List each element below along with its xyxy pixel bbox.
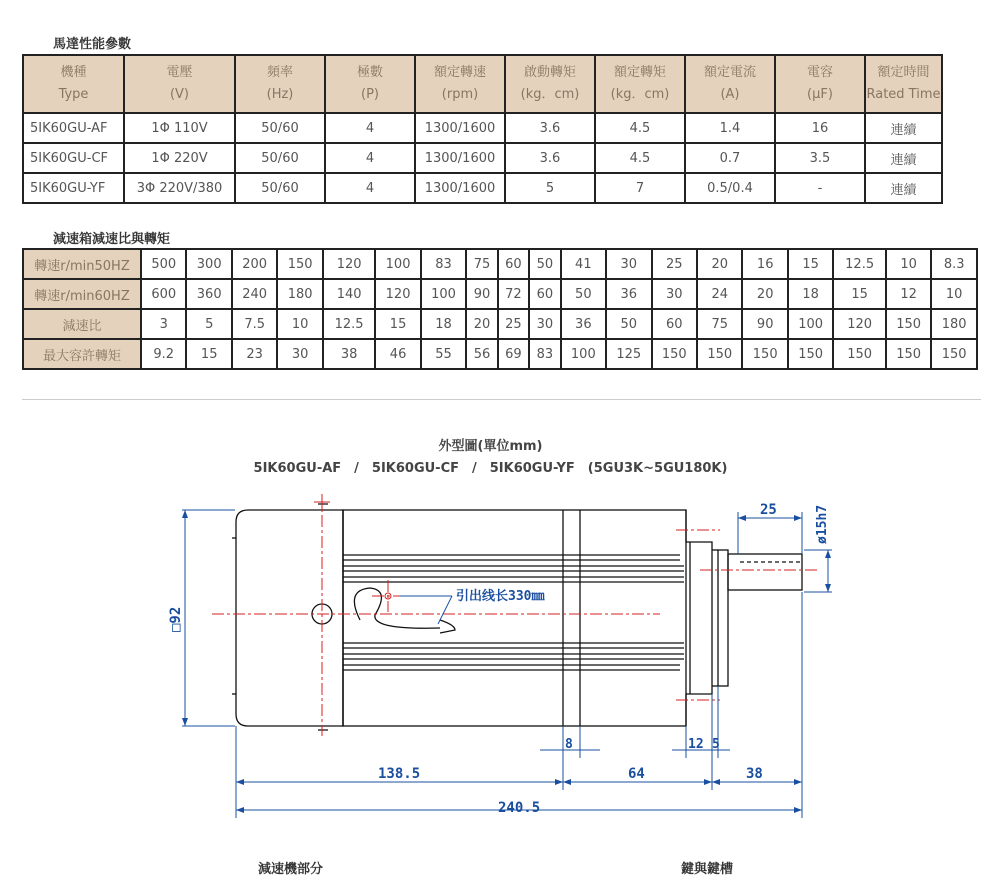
dimension-drawing: [0, 480, 981, 840]
header-unit: (Hz): [266, 87, 294, 102]
table-cell: 12.5: [323, 309, 375, 339]
table-cell: 300: [186, 249, 231, 279]
header-rated-time: [865, 55, 942, 113]
table-cell: 36: [561, 309, 606, 339]
table-cell: 90: [742, 309, 787, 339]
table-cell: 120: [323, 249, 375, 279]
table-cell: 30: [277, 339, 322, 369]
top-hole-mark: [314, 494, 330, 510]
table-cell: 69: [498, 339, 529, 369]
motor-outline: [232, 504, 802, 730]
table-cell: 3: [141, 309, 186, 339]
table-cell: 180: [277, 279, 322, 309]
table-cell: 4.5: [595, 143, 685, 173]
table-cell: 1300/1600: [415, 143, 505, 173]
gear-section-title: 減速箱減速比與轉矩: [53, 232, 171, 247]
key-length-label: 25: [760, 502, 777, 518]
header-label: 啟動轉矩: [523, 65, 576, 80]
table-cell: 100: [421, 279, 466, 309]
table-row: [23, 309, 977, 339]
table-cell: 100: [788, 309, 833, 339]
table-cell: 150: [652, 339, 697, 369]
table-cell: 180: [931, 309, 977, 339]
table-cell: 75: [697, 309, 742, 339]
row-header: 轉速r/min60HZ: [23, 279, 141, 309]
table-cell: 5: [505, 173, 595, 203]
table-cell: 56: [466, 339, 497, 369]
drawing-title: 外型圖(單位mm): [438, 439, 543, 454]
table-cell: 3.6: [505, 143, 595, 173]
table-cell: 50/60: [235, 113, 325, 143]
header-label: 極數: [356, 65, 383, 80]
table-cell: 20: [697, 249, 742, 279]
motor-section-title: 馬達性能參數: [53, 37, 132, 52]
header-label: 額定轉矩: [613, 65, 666, 80]
header-unit: (kg．cm): [520, 87, 580, 102]
motor-spec-header-row: [23, 55, 942, 113]
table-cell: 15: [375, 309, 420, 339]
header-rated-torque: [595, 55, 685, 113]
key-keyway-label: 鍵與鍵槽: [681, 862, 734, 877]
table-cell: 0.7: [685, 143, 775, 173]
table-cell: 50: [606, 309, 651, 339]
gearbox-part-label: 減速機部分: [258, 862, 324, 877]
table-cell: 46: [375, 339, 420, 369]
lead-length-label: 引出线长330㎜: [456, 589, 545, 604]
header-unit: (P): [361, 87, 379, 102]
shaft-diameter-label: ø15h7: [815, 504, 830, 544]
header-rated-speed: [415, 55, 505, 113]
table-cell: 30: [652, 279, 697, 309]
row-header: 減速比: [23, 309, 141, 339]
table-row: [23, 113, 942, 143]
table-cell: 1Φ 110V: [124, 113, 235, 143]
dim-64-label: 64: [628, 766, 645, 782]
table-cell: 600: [141, 279, 186, 309]
table-cell: 30: [529, 309, 560, 339]
table-cell: 15: [788, 249, 833, 279]
gear-ratio-table: [22, 248, 978, 370]
table-cell: 83: [529, 339, 560, 369]
height-label: □92: [168, 606, 184, 632]
table-cell: 120: [375, 279, 420, 309]
header-type: [23, 55, 124, 113]
row-header: 轉速r/min50HZ: [23, 249, 141, 279]
table-cell: 50/60: [235, 143, 325, 173]
header-label: 電容: [806, 65, 833, 80]
header-label: 額定轉速: [433, 65, 486, 80]
table-cell: 10: [931, 279, 977, 309]
lead-callout: [400, 588, 545, 624]
table-row: [23, 279, 977, 309]
table-cell: 150: [886, 339, 931, 369]
table-cell: 120: [833, 309, 885, 339]
header-unit: (A): [720, 87, 740, 102]
table-cell: 8.3: [931, 249, 977, 279]
center-lines: [212, 494, 820, 736]
table-cell: 20: [466, 309, 497, 339]
header-label: 機種: [60, 65, 87, 80]
header-label: 額定電流: [703, 65, 756, 80]
table-cell: 0.5/0.4: [685, 173, 775, 203]
table-row: [23, 339, 977, 369]
table-cell: 150: [788, 339, 833, 369]
table-cell: 360: [186, 279, 231, 309]
table-cell: 25: [652, 249, 697, 279]
table-cell: 16: [742, 249, 787, 279]
table-cell: 38: [323, 339, 375, 369]
table-cell: 15: [186, 339, 231, 369]
table-cell: 4: [325, 113, 415, 143]
table-cell: 12: [886, 279, 931, 309]
table-cell: 3.5: [775, 143, 865, 173]
header-voltage: [124, 55, 235, 113]
table-cell: 50/60: [235, 173, 325, 203]
table-cell: 23: [232, 339, 277, 369]
header-unit: (kg．cm): [610, 87, 670, 102]
table-cell: 36: [606, 279, 651, 309]
header-unit: Rated Time: [866, 87, 941, 102]
table-cell: 5IK60GU-AF: [23, 113, 124, 143]
table-cell: 25: [498, 309, 529, 339]
table-cell: 150: [742, 339, 787, 369]
table-cell: 150: [833, 339, 885, 369]
header-capacitor: [775, 55, 865, 113]
table-cell: 150: [931, 339, 977, 369]
table-row: [23, 143, 942, 173]
table-cell: 72: [498, 279, 529, 309]
table-row: [23, 173, 942, 203]
table-cell: 150: [277, 249, 322, 279]
table-cell: 9.2: [141, 339, 186, 369]
table-cell: 20: [742, 279, 787, 309]
header-unit: (rpm): [441, 87, 479, 102]
table-cell: 連續: [865, 113, 942, 143]
header-unit: (V): [169, 87, 190, 102]
table-cell: 75: [466, 249, 497, 279]
row-header: 最大容許轉矩: [23, 339, 141, 369]
table-cell: -: [775, 173, 865, 203]
dim-138-label: 138.5: [378, 766, 421, 782]
table-cell: 1Φ 220V: [124, 143, 235, 173]
drawing-subtitle: 5IK60GU-AF / 5IK60GU-CF / 5IK60GU-YF (5GU3K~5GU180K): [253, 461, 728, 476]
dimension-lines: [182, 510, 832, 818]
table-cell: 1300/1600: [415, 173, 505, 203]
table-cell: 18: [421, 309, 466, 339]
table-cell: 24: [697, 279, 742, 309]
table-cell: 10: [277, 309, 322, 339]
table-cell: 60: [498, 249, 529, 279]
table-cell: 140: [323, 279, 375, 309]
table-cell: 60: [652, 309, 697, 339]
dim-5-label: 5: [712, 737, 720, 752]
table-cell: 240: [232, 279, 277, 309]
table-cell: 5: [186, 309, 231, 339]
header-label: 頻率: [266, 65, 293, 80]
table-cell: 150: [886, 309, 931, 339]
header-label: 額定時間: [877, 65, 930, 80]
header-unit: (μF): [807, 87, 833, 102]
header-start-torque: [505, 55, 595, 113]
table-cell: 18: [788, 279, 833, 309]
table-cell: 4.5: [595, 113, 685, 143]
table-cell: 12.5: [833, 249, 885, 279]
table-cell: 500: [141, 249, 186, 279]
table-cell: 7.5: [232, 309, 277, 339]
table-cell: 3.6: [505, 113, 595, 143]
table-cell: 10: [886, 249, 931, 279]
table-cell: 5IK60GU-CF: [23, 143, 124, 173]
table-cell: 41: [561, 249, 606, 279]
table-cell: 50: [529, 249, 560, 279]
header-rated-current: [685, 55, 775, 113]
table-cell: 30: [606, 249, 651, 279]
header-frequency: [235, 55, 325, 113]
table-cell: 3Φ 220V/380: [124, 173, 235, 203]
table-cell: 200: [232, 249, 277, 279]
table-cell: 4: [325, 143, 415, 173]
table-cell: 60: [529, 279, 560, 309]
header-label: 電壓: [166, 65, 193, 80]
motor-spec-table: [22, 54, 943, 204]
dim-12-label: 12: [688, 737, 704, 752]
table-cell: 83: [421, 249, 466, 279]
table-cell: 100: [561, 339, 606, 369]
table-cell: 150: [697, 339, 742, 369]
table-cell: 55: [421, 339, 466, 369]
table-cell: 1300/1600: [415, 113, 505, 143]
header-unit: Type: [58, 87, 89, 102]
table-row: [23, 249, 977, 279]
table-cell: 4: [325, 173, 415, 203]
dim-38-label: 38: [746, 766, 763, 782]
section-divider: [22, 399, 981, 400]
table-cell: 5IK60GU-YF: [23, 173, 124, 203]
dim-240-label: 240.5: [498, 800, 541, 816]
header-poles: [325, 55, 415, 113]
table-cell: 1.4: [685, 113, 775, 143]
table-cell: 50: [561, 279, 606, 309]
table-cell: 90: [466, 279, 497, 309]
table-cell: 連續: [865, 173, 942, 203]
table-cell: 16: [775, 113, 865, 143]
table-cell: 連續: [865, 143, 942, 173]
table-cell: 7: [595, 173, 685, 203]
dim-8-label: 8: [565, 737, 573, 752]
table-cell: 125: [606, 339, 651, 369]
table-cell: 15: [833, 279, 885, 309]
table-cell: 100: [375, 249, 420, 279]
